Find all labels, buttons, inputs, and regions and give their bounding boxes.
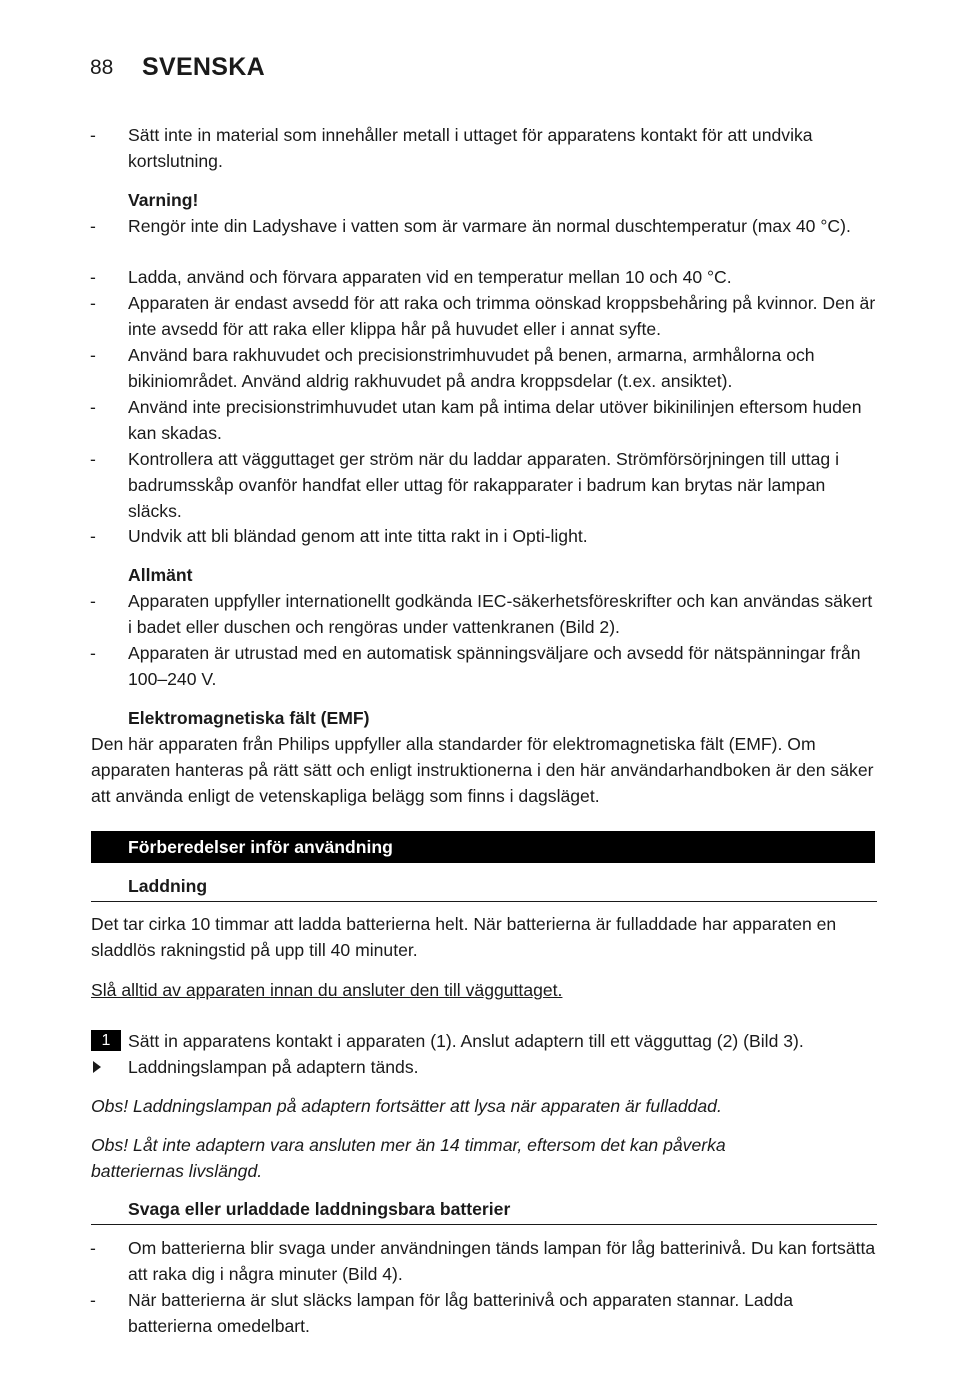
- list-dash: -: [90, 643, 96, 663]
- result-arrow-icon: [93, 1061, 101, 1073]
- result-text: Laddningslampan på adaptern tänds.: [128, 1057, 419, 1077]
- list-dash: -: [90, 591, 96, 611]
- list-dash: -: [90, 125, 96, 145]
- warning-heading: Varning!: [128, 190, 199, 210]
- list-item: Apparaten uppfyller internationellt godkända IEC-säkerhetsföreskrifter och kan användas säkert i badet eller duschen och rengöras under vattenkranen (Bild 2).: [128, 591, 873, 637]
- divider: [91, 901, 877, 902]
- list-item: Rengör inte din Ladyshave i vatten som är varmare än normal duschtemperatur (max 40 °C).: [128, 216, 851, 236]
- list-item: När batterierna är slut släcks lampan för låg batterinivå och apparaten stannar. Ladda batterierna omedelbart.: [128, 1290, 794, 1336]
- list-dash: -: [90, 1290, 96, 1310]
- emf-heading: Elektromagnetiska fält (EMF): [128, 708, 370, 728]
- note-text: Obs! Låt inte adaptern vara ansluten mer än 14 timmar, eftersom det kan påverka batteriernas livslängd.: [91, 1135, 726, 1181]
- list-dash: -: [90, 397, 96, 417]
- list-dash: -: [90, 293, 96, 313]
- list-item: Använd bara rakhuvudet och precisionstrimhuvudet på benen, armarna, armhålorna och bikiniområdet. Använd aldrig rakhuvudet på andra kroppsdelar (t.ex. ansiktet).: [128, 345, 815, 391]
- low-battery-heading: Svaga eller urladdade laddningsbara batterier: [128, 1199, 511, 1219]
- list-item: Om batterierna blir svaga under användningen tänds lampan för låg batterinivå. Du kan fortsätta att raka dig i några minuter (Bild 4).: [128, 1238, 876, 1284]
- list-item: Använd inte precisionstrimhuvudet utan kam på intima delar utöver bikinilinjen eftersom huden kan skadas.: [128, 397, 862, 443]
- emf-paragraph: Den här apparaten från Philips uppfyller alla standarder för elektromagnetiska fält (EMF). Om apparaten hanteras på rätt sätt och enligt instruktionerna i den här användarhandboken är den säker att använda enligt de vetenskapliga belägg som finns i dagsläget.: [91, 734, 874, 806]
- list-item: Ladda, använd och förvara apparaten vid en temperatur mellan 10 och 40 °C.: [128, 267, 732, 287]
- list-dash: -: [90, 526, 96, 546]
- page-title: SVENSKA: [142, 53, 265, 81]
- list-item: Kontrollera att vägguttaget ger ström när du laddar apparaten. Strömförsörjningen till uttag i badrumsskåp ovanför handfat eller uttag för rakapparater i badrum kan brytas när lampan släcks.: [128, 449, 839, 521]
- charging-paragraph: Det tar cirka 10 timmar att ladda batterierna helt. När batterierna är fulladdade har apparaten en sladdlös rakningstid på upp till 40 minuter.: [91, 914, 837, 960]
- list-item: Undvik att bli bländad genom att inte titta rakt in i Opti-light.: [128, 526, 588, 546]
- charging-heading: Laddning: [128, 876, 208, 896]
- note-text: Obs! Laddningslampan på adaptern fortsätter att lysa när apparaten är fulladdad.: [91, 1096, 722, 1116]
- list-dash: -: [90, 1238, 96, 1258]
- list-dash: -: [90, 449, 96, 469]
- step-number-badge: 1: [91, 1030, 121, 1051]
- list-dash: -: [90, 345, 96, 365]
- underlined-note: Slå alltid av apparaten innan du ansluter den till vägguttaget.: [91, 980, 563, 1000]
- divider: [91, 1224, 877, 1225]
- list-item: Sätt inte in material som innehåller metall i uttaget för apparatens kontakt för att undvika kortslutning.: [128, 125, 813, 171]
- list-item: Apparaten är utrustad med en automatisk spänningsväljare och avsedd för nätspänningar från 100–240 V.: [128, 643, 861, 689]
- list-dash: -: [90, 216, 96, 236]
- section-bar: [91, 831, 875, 863]
- step-text: Sätt in apparatens kontakt i apparaten (1). Anslut adaptern till ett vägguttag (2) (Bild 3).: [128, 1031, 804, 1051]
- general-heading: Allmänt: [128, 565, 193, 585]
- page-number: 88: [90, 56, 114, 79]
- section-title: Förberedelser inför användning: [128, 837, 393, 857]
- list-item: Apparaten är endast avsedd för att raka och trimma oönskad kroppsbehåring på kvinnor. Den är inte avsedd för att raka eller klippa hår på huvudet eller i annat syfte.: [128, 293, 876, 339]
- list-dash: -: [90, 267, 96, 287]
